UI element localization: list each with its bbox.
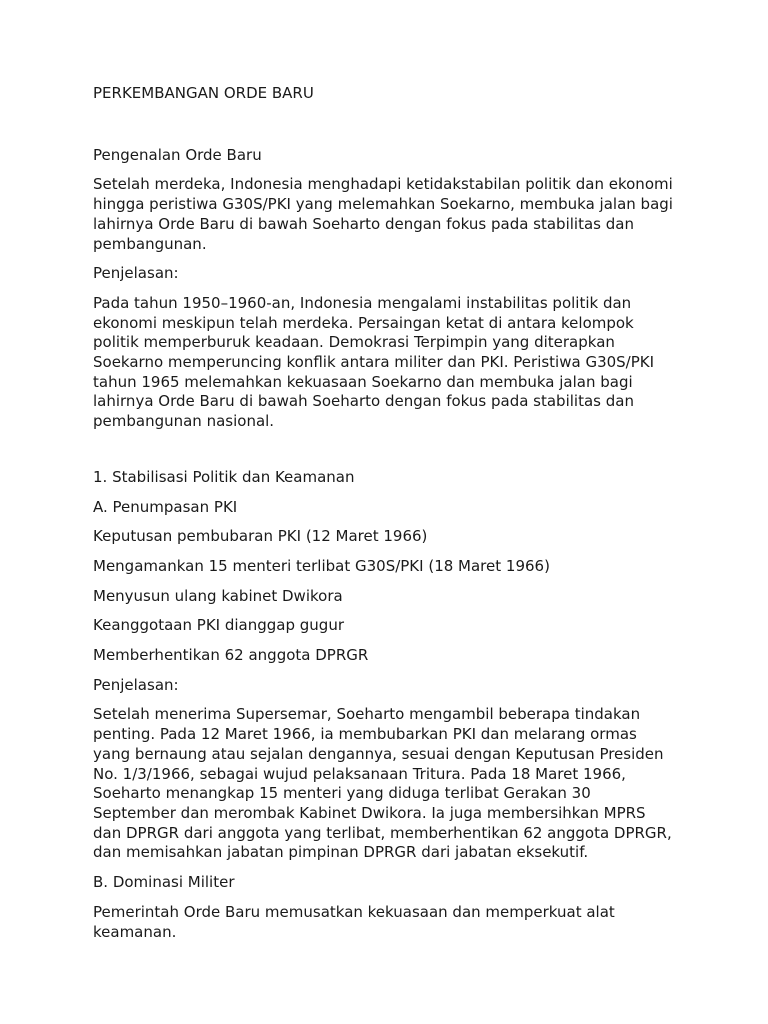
list-item: Memberhentikan 62 anggota DPRGR [93,646,369,665]
intro-explanation: Pada tahun 1950–1960-an, Indonesia mengalami instabilitas politik dan ekonomi meskipun telah merdeka. Persaingan ketat di antara kelompok politik memperburuk keadaan. Demokrasi Terpimpin yang diterapkan Soekarno memperuncing konflik antara militer dan PKI. Peristiwa G30S/PKI tahun 1965 melemahkan kekuasaan Soekarno dan membuka jalan bagi lahirnya Orde Baru di bawah Soeharto dengan fokus pada stabilitas dan pembangunan nasional. [93,293,655,431]
intro-summary: Setelah merdeka, Indonesia menghadapi ketidakstabilan politik dan ekonomi hingga peristiwa G30S/PKI yang melemahkan Soekarno, membuka jalan bagi lahirnya Orde Baru di bawah Soeharto dengan fokus pada stabilitas dan pembangunan. [93,175,673,253]
list-item: Menyusun ulang kabinet Dwikora [93,586,343,605]
intro-heading: Pengenalan Orde Baru [93,145,262,164]
intro-explanation-label: Penjelasan: [93,264,179,283]
section-1b-text: Pemerintah Orde Baru memusatkan kekuasaan dan memperkuat alat keamanan. [93,902,615,941]
document-title: PERKEMBANGAN ORDE BARU [93,84,314,102]
list-item: Mengamankan 15 menteri terlibat G30S/PKI (18 Maret 1966) [93,556,550,575]
section-1a-heading: A. Penumpasan PKI [93,497,238,516]
list-item: Keputusan pembubaran PKI (12 Maret 1966) [93,527,428,546]
list-item: Keanggotaan PKI dianggap gugur [93,616,344,635]
section-1a-explanation-label: Penjelasan: [93,675,179,694]
section-1-heading: 1. Stabilisasi Politik dan Keamanan [93,467,355,486]
section-1a-explanation: Setelah menerima Supersemar, Soeharto mengambil beberapa tindakan penting. Pada 12 Maret 1966, ia membubarkan PKI dan melarang ormas yang bernaung atau sejalan dengannya, sesuai dengan Keputusan Presiden No. 1/3/1966, sebagai wujud pelaksanaan Tritura. Pada 18 Maret 1966, Soeharto menangkap 15 menteri yang diduga terlibat Gerakan 30 September dan merombak Kabinet Dwikora. Ia juga membersihkan MPRS dan DPRGR dari anggota yang terlibat, memberhentikan 62 anggota DPRGR, dan memisahkan jabatan pimpinan DPRGR dari jabatan eksekutif. [93,705,672,862]
section-1b-heading: B. Dominasi Militer [93,873,235,892]
